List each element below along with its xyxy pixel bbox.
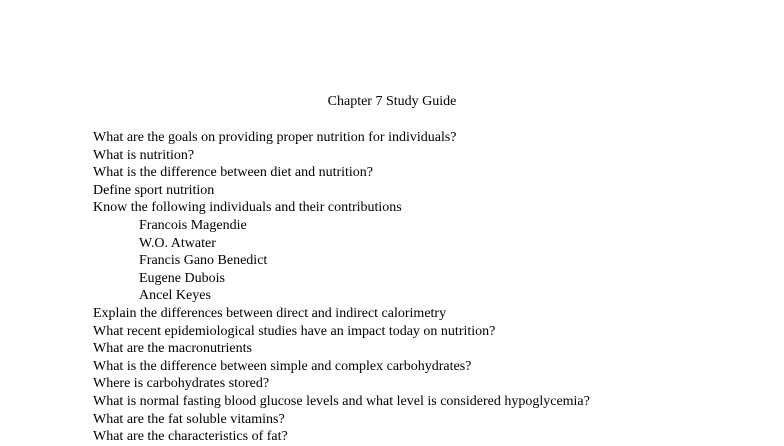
study-question-line: Explain the differences between direct and indirect calorimetry	[93, 305, 447, 321]
study-question-line: Know the following individuals and their contributions	[93, 200, 402, 216]
person-name-item: Ancel Keyes	[139, 288, 211, 304]
study-question-line: What are the macronutrients	[93, 341, 252, 357]
study-question-line: What is the difference between diet and nutrition?	[93, 165, 374, 181]
person-name-item: W.O. Atwater	[139, 235, 216, 251]
study-question-line: What is normal fasting blood glucose levels and what level is considered hypoglycemia?	[93, 393, 590, 409]
study-question-line: What are the fat soluble vitamins?	[93, 411, 285, 427]
study-question-line: What are the goals on providing proper nutrition for individuals?	[93, 130, 457, 145]
person-name-item: Francois Magendie	[139, 217, 247, 233]
study-question-line: What recent epidemiological studies have an impact today on nutrition?	[93, 323, 496, 339]
person-name-item: Francis Gano Benedict	[139, 253, 268, 269]
study-question-line: What is the difference between simple and complex carbohydrates?	[93, 358, 472, 374]
study-question-line: Define sport nutrition	[93, 182, 215, 198]
study-question-line: Where is carbohydrates stored?	[93, 376, 270, 392]
study-question-list	[93, 129, 590, 446]
person-name-item: Eugene Dubois	[139, 270, 225, 286]
study-question-line: What are the characteristics of fat?	[93, 429, 288, 445]
study-question-line: What is nutrition?	[93, 147, 195, 163]
page-title: Chapter 7 Study Guide	[327, 94, 457, 109]
